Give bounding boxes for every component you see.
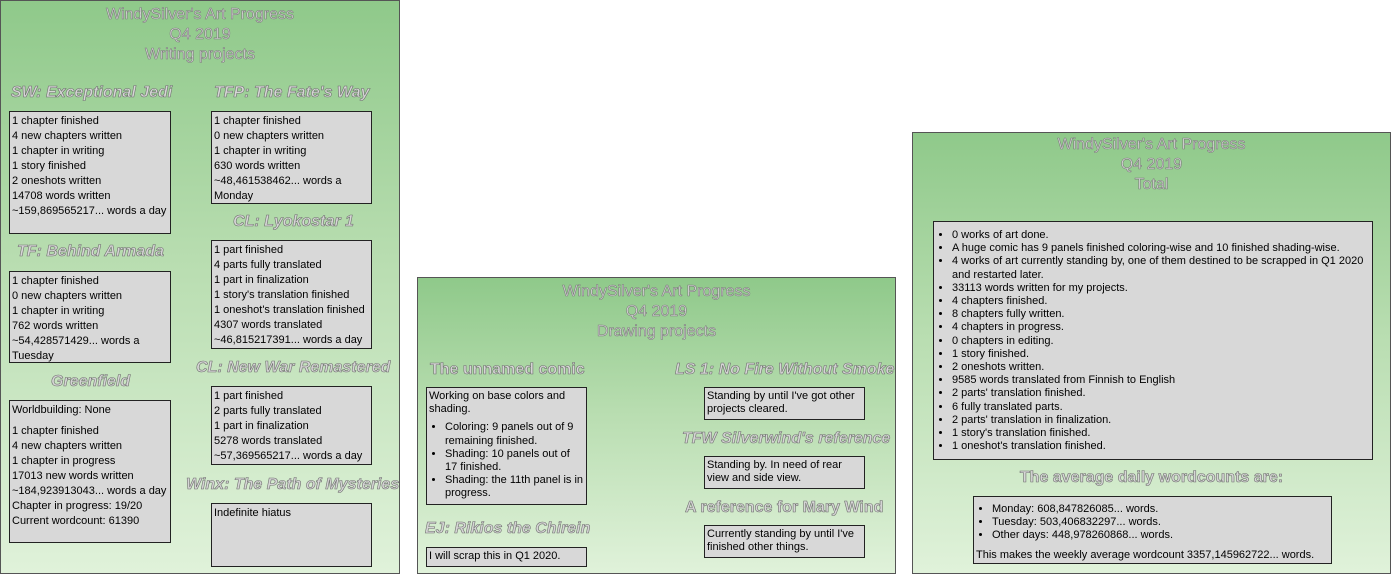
box-line: Indefinite hiatus bbox=[214, 507, 292, 519]
writing-projects-panel bbox=[0, 0, 400, 574]
box-line: 1 chapter in progress bbox=[12, 455, 116, 467]
box-line: 0 new chapters written bbox=[214, 130, 325, 142]
totals-item: • 1 story finished. bbox=[952, 348, 1370, 361]
average-item: • Monday: 608,847826085... words. bbox=[992, 503, 1329, 516]
box-line: 1 chapter finished bbox=[12, 275, 99, 287]
panel-title bbox=[1, 5, 399, 65]
section-box bbox=[211, 240, 372, 349]
section-heading: Winx: The Path of Mysteries bbox=[186, 476, 400, 493]
box-line: 1 chapter finished bbox=[12, 115, 99, 127]
box-line: 1 chapter finished bbox=[12, 425, 99, 437]
totals-item: • 4 chapters in progress. bbox=[952, 321, 1370, 334]
bullet-list bbox=[429, 421, 584, 500]
box-line: Chapter in progress: 19/20 bbox=[12, 500, 143, 512]
box-line: 4307 words translated bbox=[214, 319, 323, 331]
box-line: ~57,369565217... words a day bbox=[214, 450, 363, 462]
panel-title-line: WindySilver's Art Progress bbox=[1057, 136, 1246, 153]
box-line: 14708 words written bbox=[12, 190, 111, 202]
box-line: 1 chapter finished bbox=[214, 115, 301, 127]
box-line: 1 part finished bbox=[214, 390, 284, 402]
box-line: ~184,923913043... words a day bbox=[12, 485, 167, 497]
average-item: • Other days: 448,978260868... words. bbox=[992, 529, 1329, 542]
box-line: 5278 words translated bbox=[214, 435, 323, 447]
section-heading: The unnamed comic bbox=[430, 361, 585, 378]
box-text: Currently standing by until I've finished other things. bbox=[707, 528, 855, 554]
box-line: 1 chapter in writing bbox=[12, 305, 105, 317]
panel-title-line: Q4 2019 bbox=[169, 26, 231, 43]
box-line: 1 part in finalization bbox=[214, 420, 309, 432]
bullet-item: • Coloring: 9 panels out of 9 remaining finished. bbox=[445, 421, 584, 447]
totals-item: • 0 chapters in editing. bbox=[952, 335, 1370, 348]
section-box bbox=[426, 387, 587, 505]
section-box bbox=[9, 111, 171, 234]
box-line: 1 chapter in writing bbox=[12, 145, 105, 157]
box-line: ~54,428571429... words a Tuesday bbox=[12, 335, 140, 362]
box-line: 17013 new words written bbox=[12, 470, 134, 482]
box-line: 1 story finished bbox=[12, 160, 86, 172]
box-text: I will scrap this in Q1 2020. bbox=[429, 550, 561, 562]
totals-item: • 1 story's translation finished. bbox=[952, 427, 1370, 440]
totals-item: • 4 chapters finished. bbox=[952, 295, 1370, 308]
box-line: 0 new chapters written bbox=[12, 290, 123, 302]
totals-item: • 0 works of art done. bbox=[952, 229, 1370, 242]
panel-title-line: Q4 2019 bbox=[1120, 156, 1183, 173]
panel-title-line: WindySilver's Art Progress bbox=[562, 283, 751, 300]
box-line: 4 new chapters written bbox=[12, 440, 123, 452]
box-line: ~48,461538462... words a Monday bbox=[214, 175, 342, 202]
average-item: • Tuesday: 503,406832297... words. bbox=[992, 516, 1329, 529]
panel-title-line: Drawing projects bbox=[596, 323, 717, 340]
panel-title-line: Q4 2019 bbox=[625, 303, 688, 320]
section-box bbox=[211, 503, 372, 567]
totals-item: • 9585 words translated from Finnish to English bbox=[952, 374, 1370, 387]
totals-item: • A huge comic has 9 panels finished coloring-wise and 10 finished shading-wise. bbox=[952, 242, 1370, 255]
panel-title bbox=[418, 282, 895, 342]
box-text: Working on base colors and shading. bbox=[429, 390, 566, 416]
box-line: ~46,815217391... words a day bbox=[214, 334, 363, 346]
totals-item: • 33113 words written for my projects. bbox=[952, 282, 1370, 295]
total-panel bbox=[912, 132, 1391, 574]
section-box bbox=[9, 271, 171, 363]
section-box bbox=[704, 525, 865, 558]
box-line: Worldbuilding: None bbox=[12, 404, 111, 416]
section-heading: The average daily wordcounts are: bbox=[1019, 469, 1284, 486]
section-box bbox=[211, 386, 372, 465]
box-line: 1 part finished bbox=[214, 244, 284, 256]
totals-item: • 4 works of art currently standing by, one of them destined to be scrapped in Q1 2020 and restarted later. bbox=[952, 255, 1370, 281]
box-line: 1 chapter in writing bbox=[214, 145, 307, 157]
section-heading: TFW Silverwind's reference bbox=[682, 430, 891, 447]
panel-title-line: Writing projects bbox=[145, 46, 255, 63]
totals-item: • 2 parts' translation finished. bbox=[952, 387, 1370, 400]
average-box bbox=[973, 496, 1332, 564]
box-line: 4 parts fully translated bbox=[214, 259, 322, 271]
box-line: 1 part in finalization bbox=[214, 274, 309, 286]
box-line: 2 parts fully translated bbox=[214, 405, 322, 417]
section-box bbox=[704, 456, 865, 489]
totals-box bbox=[933, 221, 1373, 460]
section-box bbox=[211, 111, 372, 204]
box-text: Standing by until I've got other projects cleared. bbox=[707, 390, 855, 416]
totals-item: • 8 chapters fully written. bbox=[952, 308, 1370, 321]
section-heading: CL: New War Remastered bbox=[196, 359, 391, 376]
bullet-item: • Shading: 10 panels out of 17 finished. bbox=[445, 448, 584, 474]
totals-item: • 2 oneshots written. bbox=[952, 361, 1370, 374]
totals-item: • 6 fully translated parts. bbox=[952, 401, 1370, 414]
section-heading: TFP: The Fate's Way bbox=[214, 84, 370, 101]
box-line: ~159,869565217... words a day bbox=[12, 205, 167, 217]
drawing-projects-panel bbox=[417, 277, 896, 574]
section-box bbox=[704, 387, 865, 420]
panel-title-line: WindySilver's Art Progress bbox=[106, 6, 294, 23]
section-heading: TF: Behind Armada bbox=[17, 243, 164, 260]
section-heading: Greenfield bbox=[51, 373, 131, 390]
box-line: 4 new chapters written bbox=[12, 130, 123, 142]
box-line: Current wordcount: 61390 bbox=[12, 515, 140, 527]
bullet-item: • Shading: the 11th panel is in progress. bbox=[445, 474, 584, 500]
panel-title-line: Total bbox=[1134, 176, 1169, 193]
box-line: 762 words written bbox=[12, 320, 99, 332]
section-heading: LS 1: No Fire Without Smoke bbox=[675, 361, 895, 378]
section-heading: A reference for Mary Wind bbox=[685, 499, 884, 516]
section-heading: CL: Lyokostar 1 bbox=[233, 213, 354, 230]
average-list bbox=[976, 503, 1329, 543]
section-box bbox=[426, 547, 587, 567]
totals-list bbox=[936, 229, 1370, 453]
box-line: 2 oneshots written bbox=[12, 175, 102, 187]
section-heading: EJ: Rikios the Chirein bbox=[425, 520, 591, 537]
box-line: 630 words written bbox=[214, 160, 301, 172]
box-line: 1 oneshot's translation finished bbox=[214, 304, 365, 316]
box-text: Standing by. In need of rear view and side view. bbox=[707, 459, 842, 485]
box-line: 1 story's translation finished bbox=[214, 289, 350, 301]
totals-item: • 2 parts' translation in finalization. bbox=[952, 414, 1370, 427]
section-heading: SW: Exceptional Jedi bbox=[11, 84, 173, 101]
average-summary: This makes the weekly average wordcount 3357,145962722... words. bbox=[976, 548, 1315, 561]
totals-item: • 1 oneshot's translation finished. bbox=[952, 440, 1370, 453]
section-box bbox=[9, 400, 171, 543]
panel-title bbox=[913, 135, 1390, 195]
